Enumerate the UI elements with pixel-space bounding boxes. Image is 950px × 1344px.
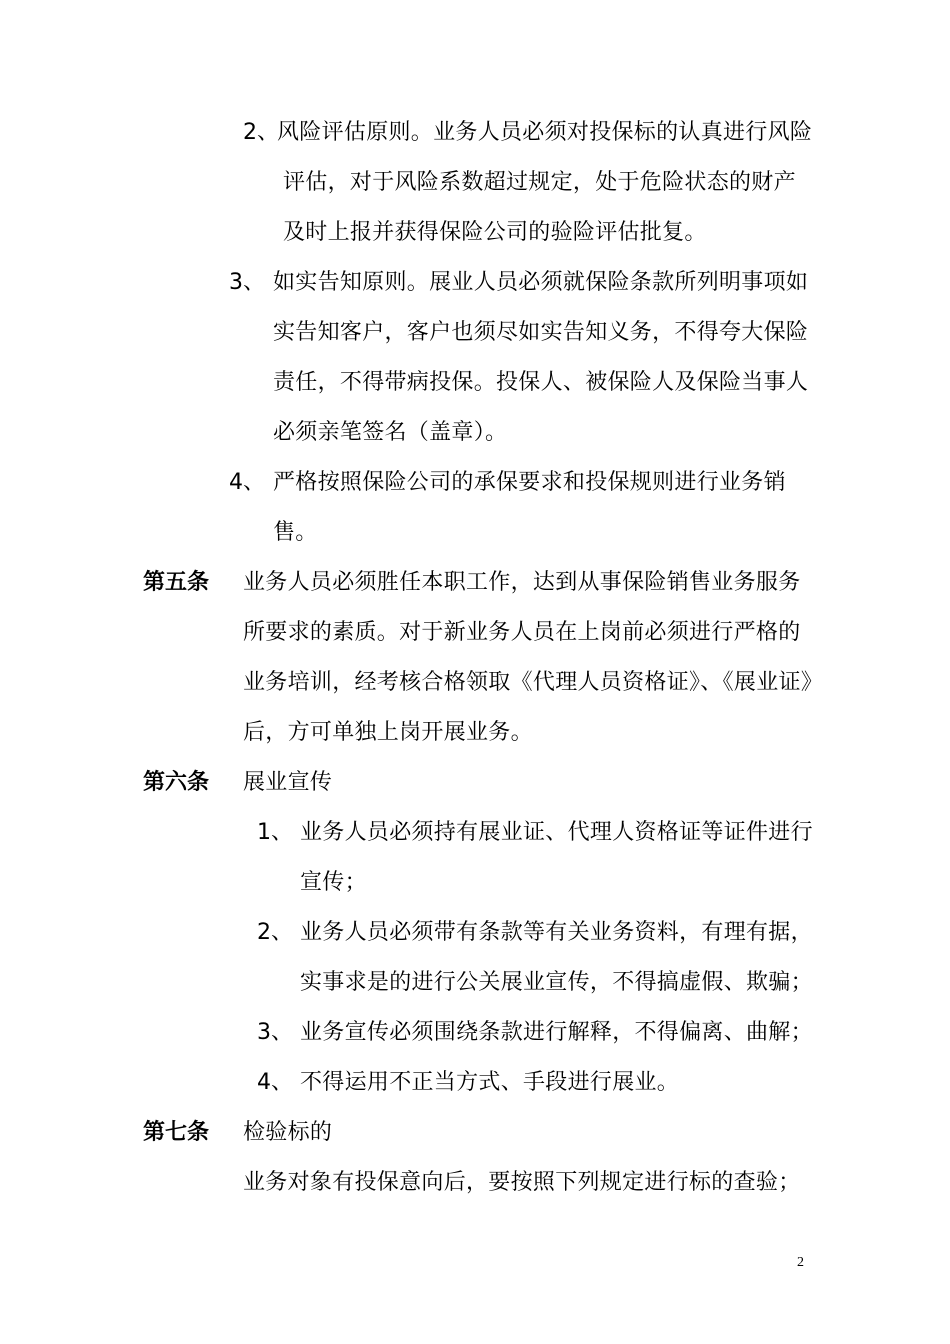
- list-number: 2、: [243, 120, 279, 145]
- list-number: 3、: [229, 270, 265, 295]
- article-label: 第六条: [143, 770, 210, 795]
- text-line: 如实告知原则。展业人员必须就保险条款所列明事项如: [273, 270, 809, 295]
- text-line: 宣传；: [300, 870, 367, 895]
- text-line: 不得运用不正当方式、手段进行展业。: [300, 1070, 680, 1095]
- text-line: 及时上报并获得保险公司的验险评估批复。: [283, 220, 707, 245]
- list-number: 4、: [257, 1070, 293, 1095]
- text-line: 严格按照保险公司的承保要求和投保规则进行业务销: [273, 470, 786, 495]
- article-label: 第五条: [143, 570, 210, 595]
- text-line: 业务人员必须持有展业证、代理人资格证等证件进行: [300, 820, 813, 845]
- list-number: 1、: [257, 820, 293, 845]
- article-label: 第七条: [143, 1120, 210, 1145]
- text-line: 业务人员必须胜任本职工作，达到从事保险销售业务服务: [243, 570, 801, 595]
- text-line: 实告知客户，客户也须尽如实告知义务，不得夸大保险: [273, 320, 809, 345]
- text-line: 业务培训，经考核合格领取《代理人员资格证》、《展业证》: [243, 670, 824, 695]
- article-title: 展业宣传: [243, 770, 333, 795]
- text-line: 必须亲笔签名（盖章）。: [273, 420, 508, 445]
- text-line: 业务人员必须带有条款等有关业务资料，有理有据，: [300, 920, 813, 945]
- text-line: 评估，对于风险系数超过规定，处于危险状态的财产: [283, 170, 796, 195]
- text-line: 所要求的素质。对于新业务人员在上岗前必须进行严格的: [243, 620, 801, 645]
- text-line: 业务宣传必须围绕条款进行解释，不得偏离、曲解；: [300, 1020, 813, 1045]
- list-number: 3、: [257, 1020, 293, 1045]
- text-line: 售。: [273, 520, 318, 545]
- text-line: 后，方可单独上岗开展业务。: [243, 720, 533, 745]
- text-line: 责任，不得带病投保。投保人、被保险人及保险当事人: [273, 370, 809, 395]
- text-line: 实事求是的进行公关展业宣传，不得搞虚假、欺骗；: [300, 970, 813, 995]
- page-number: 2: [797, 1255, 804, 1270]
- article-title: 检验标的: [243, 1120, 333, 1145]
- text-line: 风险评估原则。业务人员必须对投保标的认真进行风险: [277, 120, 813, 145]
- list-number: 4、: [229, 470, 265, 495]
- list-number: 2、: [257, 920, 293, 945]
- text-line: 业务对象有投保意向后，要按照下列规定进行标的查验；: [243, 1170, 801, 1195]
